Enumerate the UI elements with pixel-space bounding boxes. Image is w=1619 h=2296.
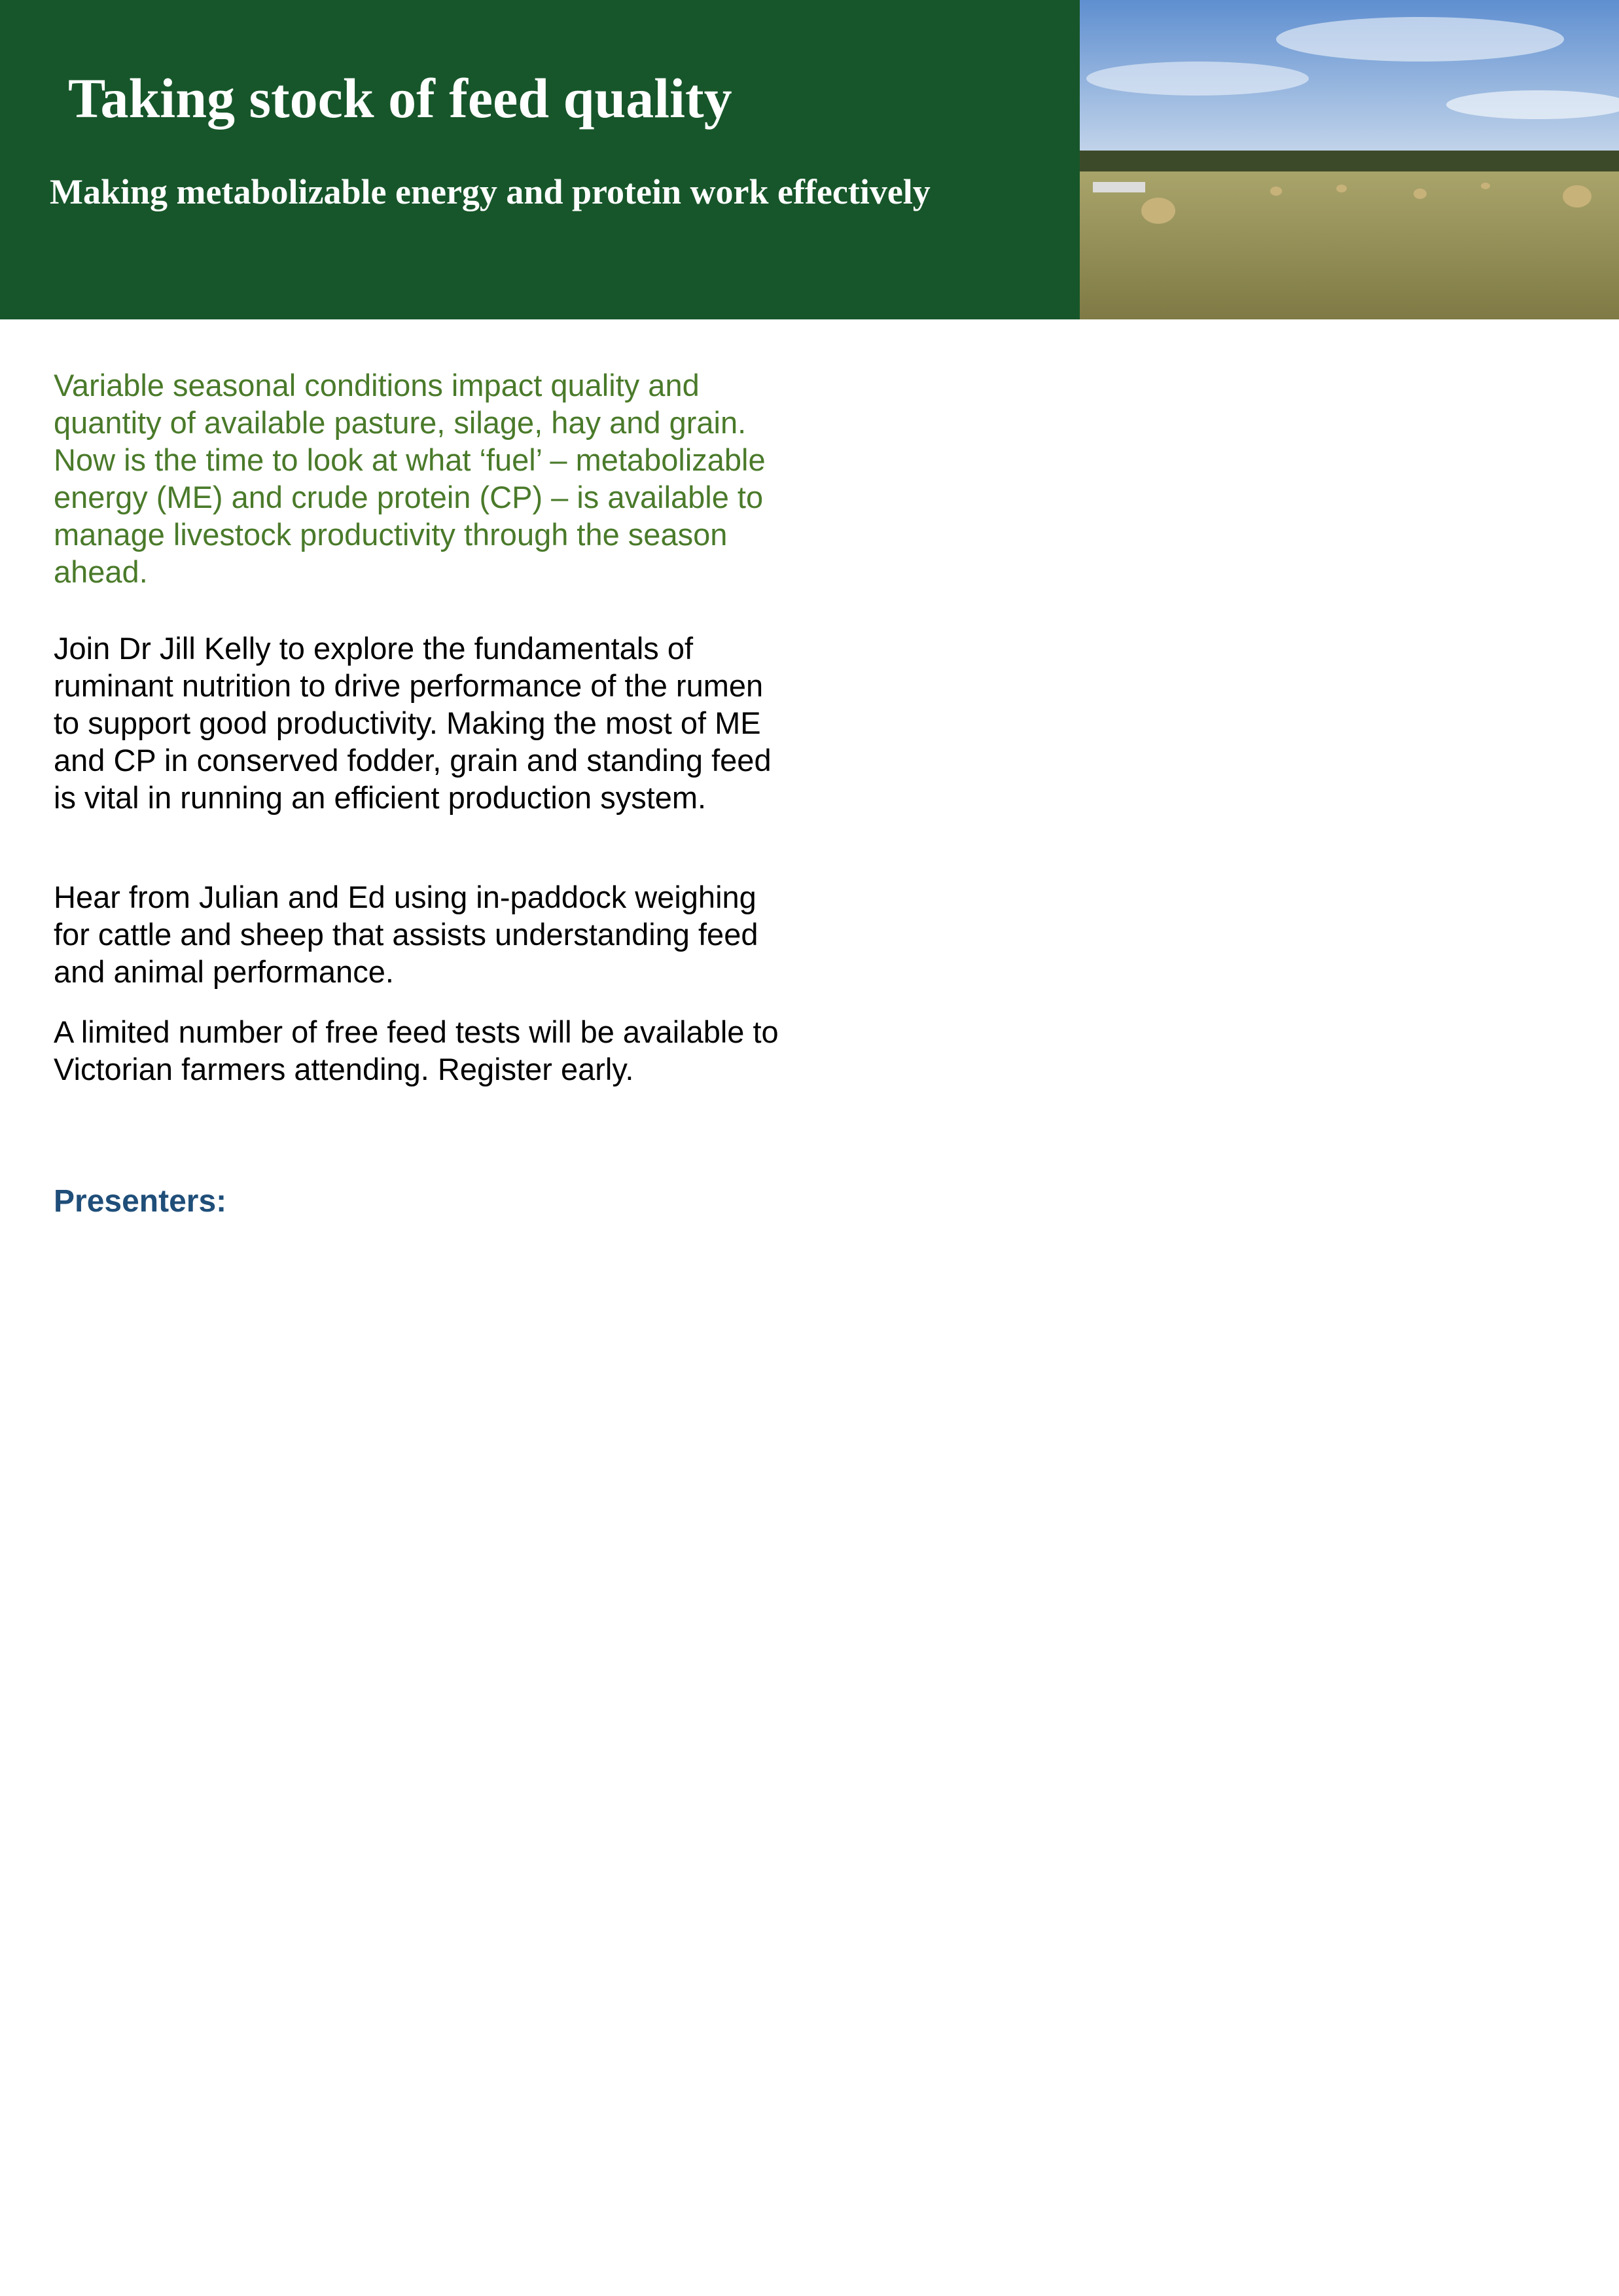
page-subtitle: Making metabolizable energy and protein work effectively — [50, 172, 931, 211]
intro-paragraph-2: Hear from Julian and Ed using in-paddock weighing for cattle and sheep that assists understanding feed and animal performance. — [54, 880, 758, 989]
hay-bale-paddock-photo — [1080, 0, 1619, 319]
intro-paragraph-3: A limited number of free feed tests will be available to Victorian farmers attending. Register early. — [54, 1014, 779, 1086]
header-banner — [0, 0, 1619, 319]
intro-lead-paragraph: Variable seasonal conditions impact quality and quantity of available pasture, silage, hay and grain. Now is the time to look at what ‘fuel’ – metabolizable energy (ME) and crude protein (CP) – is available to manage livestock productivity through the season ahead. — [54, 368, 766, 589]
page-title: Taking stock of feed quality — [68, 67, 732, 130]
header-green-panel — [0, 0, 1080, 319]
intro-paragraph-1: Join Dr Jill Kelly to explore the fundamentals of ruminant nutrition to drive performance of the rumen to support good productivity. Making the most of ME and CP in conserved fodder, grain and standing feed is vital in running an efficient production system. — [54, 631, 772, 815]
presenters-heading: Presenters: — [54, 1184, 227, 1219]
